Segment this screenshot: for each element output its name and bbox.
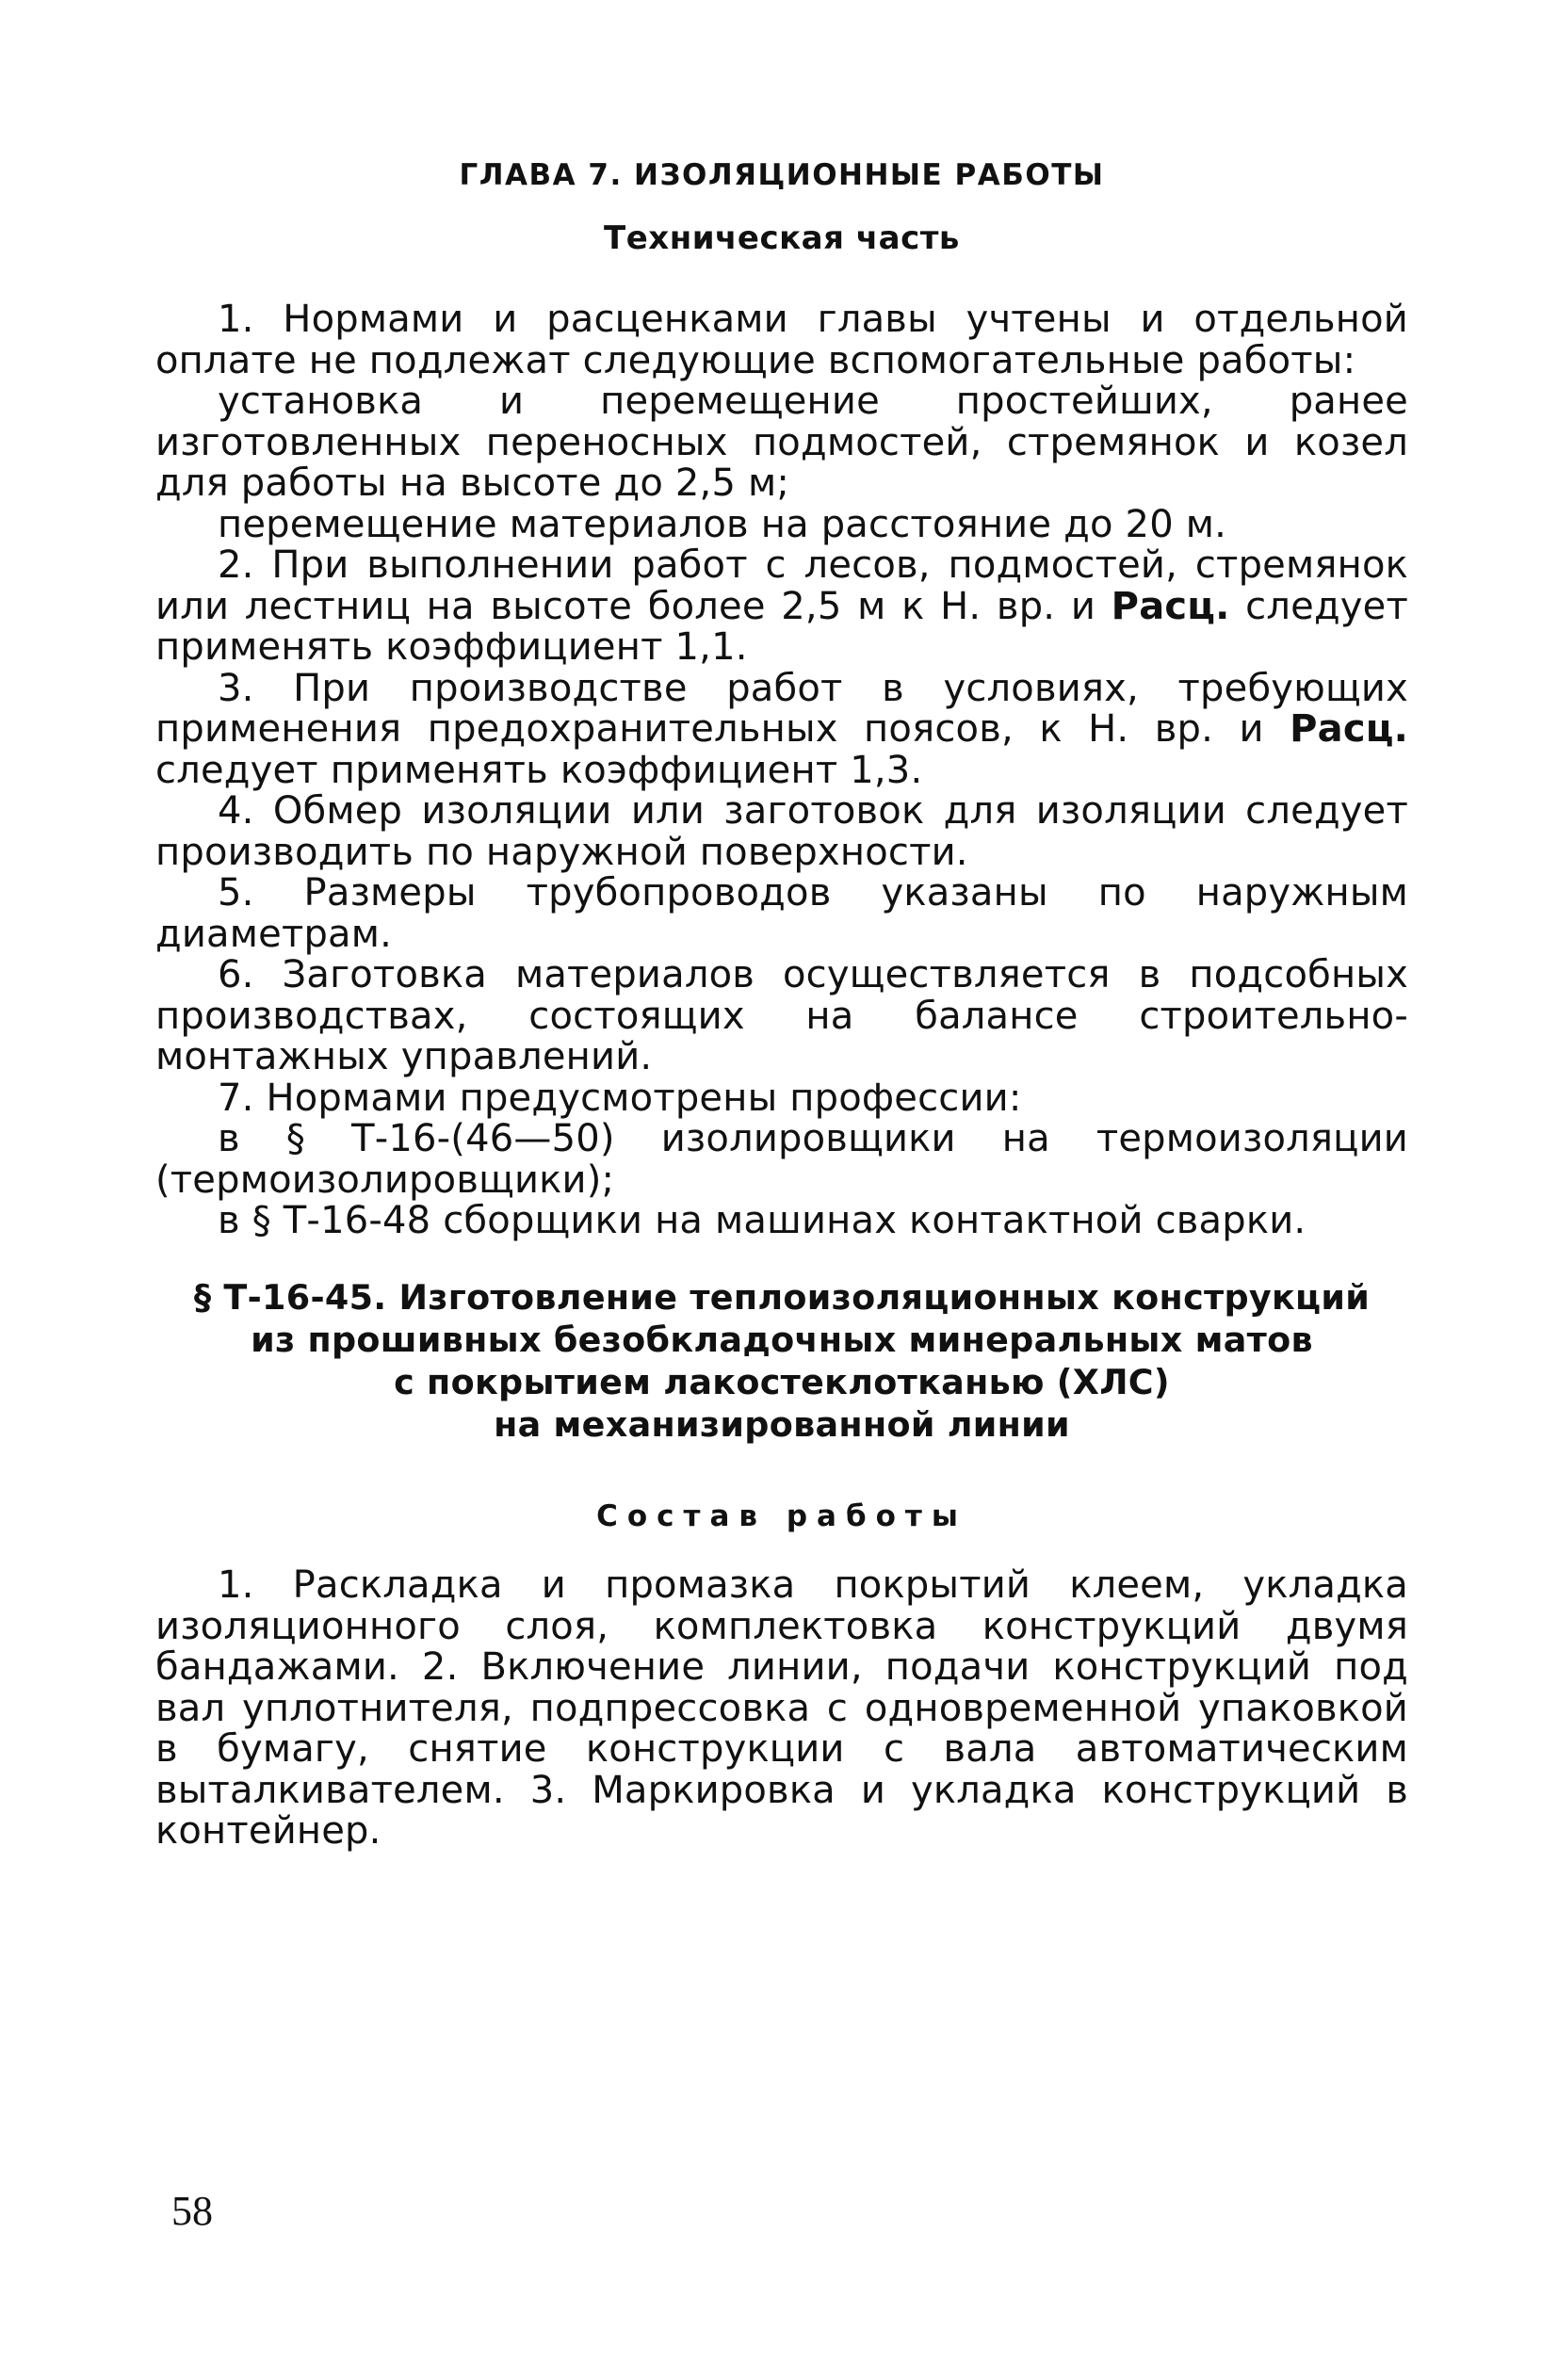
work-composition-heading: Состав работы [596,1499,967,1533]
tech-paragraph-3-end: следует применять коэффициент 1,3. [155,748,923,792]
section-heading [155,1276,1408,1446]
tech-paragraph-1b: перемещение материалов на расстояние до 20 м. [218,502,1227,546]
tech-paragraph-3-start: 3. При производстве работ в условиях, требующих применения предохранительных поясов, к Н. вр. и [155,666,1408,751]
tech-paragraph-7a: в § Т-16-(46—50) изолировщики на термоизоляции (термоизолировщики); [155,1117,1408,1202]
technical-part-body [155,300,1408,1242]
chapter-title: ГЛАВА 7. ИЗОЛЯЦИОННЫЕ РАБОТЫ [459,158,1105,192]
tech-paragraph-2-bold: Расц. [1111,584,1230,628]
tech-paragraph-3-bold: Расц. [1290,707,1408,751]
section-heading-line-3: с покрытием лакостеклотканью (ХЛС) [394,1362,1170,1402]
tech-paragraph-7: 7. Нормами предусмотрены профессии: [218,1076,1022,1120]
technical-part-subtitle: Техническая часть [604,219,960,257]
section-heading-line-1: § Т-16-45. Изготовление теплоизоляционных конструкций [193,1277,1371,1318]
section-heading-line-4: на механизированной линии [494,1404,1070,1445]
tech-paragraph-2-end: следует применять коэффициент 1,1. [155,584,1408,669]
tech-paragraph-3 [155,666,1408,792]
section-heading-line-2: из прошивных безобкладочных минеральных матов [251,1320,1313,1360]
tech-paragraph-2-start: 2. При выполнении работ с лесов, подмостей, стремянок или лестниц на высоте более 2,5 м к Н. вр. и [155,543,1408,628]
tech-paragraph-5: 5. Размеры трубопроводов указаны по наружным диаметрам. [155,871,1408,956]
tech-paragraph-4: 4. Обмер изоляции или заготовок для изоляции следует производить по наружной поверхности. [155,789,1408,874]
tech-paragraph-6: 6. Заготовка материалов осуществляется в подсобных производствах, состоящих на балансе строительно-монтажных управлений. [155,953,1408,1078]
tech-paragraph-7b: в § Т-16-48 сборщики на машинах контактной сварки. [218,1199,1306,1242]
page-number: 58 [171,2188,213,2234]
tech-paragraph-1a: установка и перемещение простейших, ранее изготовленных переносных подмостей, стремянок и козел для работы на высоте до 2,5 м; [155,380,1408,505]
work-composition-paragraph: 1. Раскладка и промазка покрытий клеем, укладка изоляционного слоя, комплектовка конструкций двумя бандажами. 2. Включение линии, подачи конструкций под вал уплотнителя, подпрессовка с одновременной упаковкой в бумагу, снятие конструкции с вала автоматическим выталкивателем. 3. Маркировка и укладка конструкций в контейнер. [155,1563,1408,1853]
tech-paragraph-2 [155,545,1408,669]
tech-paragraph-1: 1. Нормами и расценками главы учтены и отдельной оплате не подлежат следующие вспомогательные работы: [155,298,1408,382]
work-composition-body [155,1565,1408,1853]
